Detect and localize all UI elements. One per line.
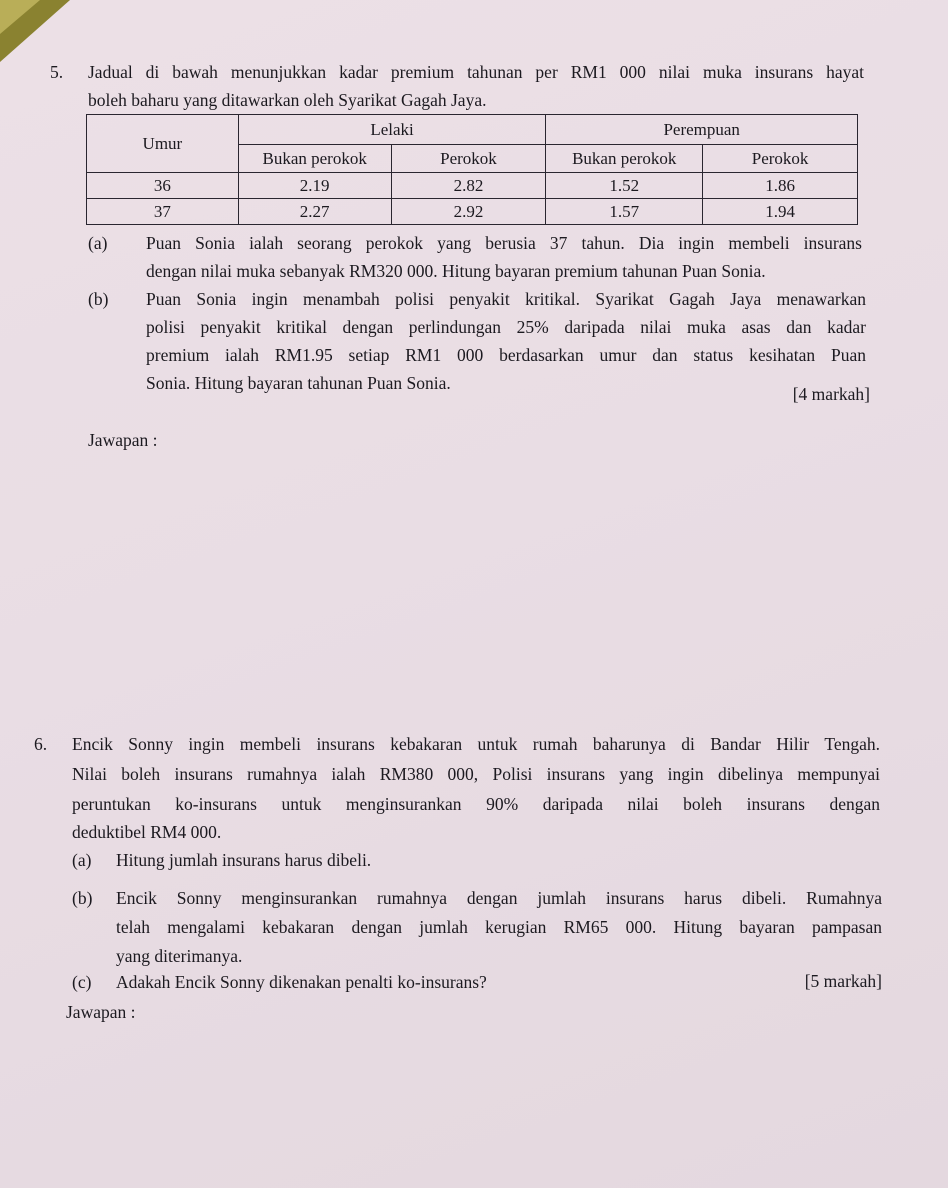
q6a-text: Hitung jumlah insurans harus dibeli. [116,850,372,870]
q5a-line2: dengan nilai muka sebanyak RM320 000. Hitung bayaran premium tahunan Puan Sonia. [146,261,766,281]
table-row [87,199,858,225]
q6-number: 6. [34,734,48,754]
q6c-text: Adakah Encik Sonny dikenakan penalti ko-insurans? [116,972,487,992]
rate-male-nonsmoker: 2.27 [238,199,391,225]
header-male-nonsmoker: Bukan perokok [238,145,391,173]
q6-line2: Nilai boleh insurans rumahnya ialah RM380 000, Polisi insurans yang ingin dibelinya mempunyai [72,764,880,784]
q6b-line3: yang diterimanya. [116,946,243,966]
q5a-label: (a) [88,233,108,253]
header-age: Umur [87,115,239,173]
rate-female-nonsmoker: 1.57 [546,199,703,225]
row-age: 37 [87,199,239,225]
rate-male-nonsmoker: 2.19 [238,173,391,199]
q6b-label: (b) [72,888,93,908]
q5b-line1: Puan Sonia ingin menambah polisi penyakit kritikal. Syarikat Gagah Jaya menawarkan [146,289,866,309]
q6c-label: (c) [72,972,92,992]
page-corner-highlight [0,0,40,34]
row-age: 36 [87,173,239,199]
premium-rate-table [86,114,858,225]
q5a-line1: Puan Sonia ialah seorang perokok yang berusia 37 tahun. Dia ingin membeli insurans [146,233,862,253]
rate-female-smoker: 1.94 [703,199,858,225]
header-female-nonsmoker: Bukan perokok [546,145,703,173]
q5b-line4: Sonia. Hitung bayaran tahunan Puan Sonia. [146,373,451,393]
q5-answer-label: Jawapan : [88,430,158,450]
header-male: Lelaki [238,115,546,145]
q6-line1: Encik Sonny ingin membeli insurans kebakaran untuk rumah baharunya di Bandar Hilir Tengah. [72,734,880,754]
q5-marks: [4 markah] [792,384,870,404]
q6-line4: deduktibel RM4 000. [72,822,222,842]
rate-male-smoker: 2.82 [391,173,546,199]
header-male-smoker: Perokok [391,145,546,173]
q5b-line2: polisi penyakit kritikal dengan perlindungan 25% daripada nilai muka asas dan kadar [146,317,866,337]
q5b-line3: premium ialah RM1.95 setiap RM1 000 berdasarkan umur dan status kesihatan Puan [146,345,866,365]
header-female-smoker: Perokok [703,145,858,173]
q6-marks: [5 markah] [804,971,882,991]
q6-line3: peruntukan ko-insurans untuk menginsurankan 90% daripada nilai boleh insurans dengan [72,794,880,814]
q5b-label: (b) [88,289,109,309]
header-female: Perempuan [546,115,858,145]
q5-intro-line2: boleh baharu yang ditawarkan oleh Syarikat Gagah Jaya. [88,90,487,110]
rate-female-nonsmoker: 1.52 [546,173,703,199]
q5-intro-line1: Jadual di bawah menunjukkan kadar premium tahunan per RM1 000 nilai muka insurans hayat [88,62,864,82]
q6a-label: (a) [72,850,92,870]
rate-female-smoker: 1.86 [703,173,858,199]
q6-answer-label: Jawapan : [66,1002,136,1022]
rate-male-smoker: 2.92 [391,199,546,225]
q6b-line2: telah mengalami kebakaran dengan jumlah kerugian RM65 000. Hitung bayaran pampasan [116,917,882,937]
q5-number: 5. [50,62,64,82]
q6b-line1: Encik Sonny menginsurankan rumahnya dengan jumlah insurans harus dibeli. Rumahnya [116,888,882,908]
table-row [87,173,858,199]
